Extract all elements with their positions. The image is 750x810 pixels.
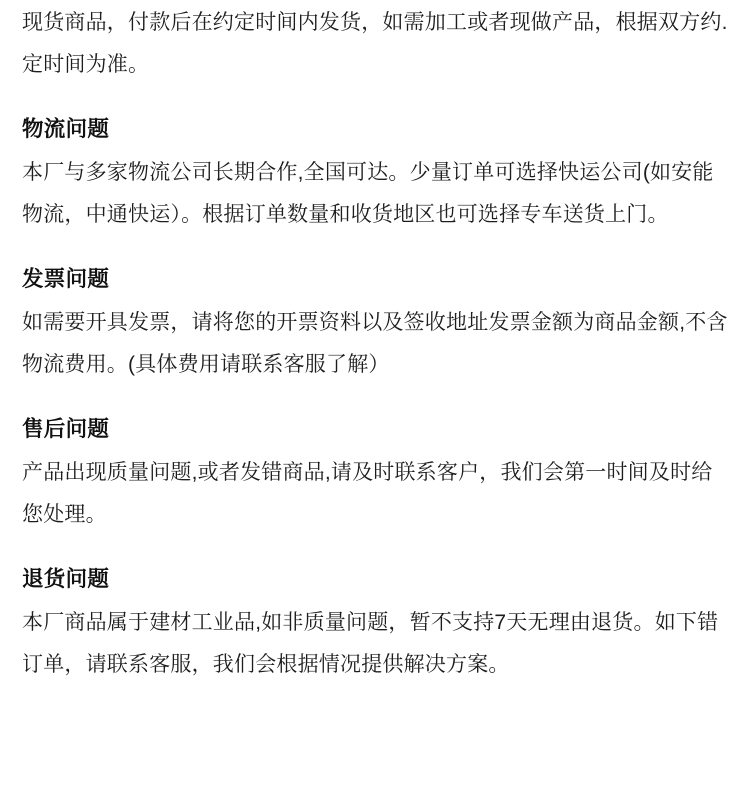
section-invoice <box>22 258 728 386</box>
section-title-returns: 退货问题 <box>22 567 110 591</box>
section-logistics <box>22 108 728 236</box>
section-title-invoice: 发票问题 <box>22 267 110 291</box>
section-body-after-sales: 产品出现质量问题,或者发错商品,请及时联系客户，我们会第一时间及时给您处理。 <box>22 461 713 526</box>
section-body-returns: 本厂商品属于建材工业品,如非质量问题，暂不支持7天无理由退货。如下错订单，请联系客服，我们会根据情况提供解决方案。 <box>22 611 719 676</box>
section-title-logistics: 物流问题 <box>22 117 110 141</box>
intro-paragraph-block <box>22 0 728 86</box>
section-returns <box>22 558 728 686</box>
section-title-after-sales: 售后问题 <box>22 417 110 441</box>
section-after-sales <box>22 408 728 536</box>
intro-paragraph: 现货商品，付款后在约定时间内发货，如需加工或者现做产品，根据双方约.定时间为准。 <box>22 11 728 76</box>
section-body-logistics: 本厂与多家物流公司长期合作,全国可达。少量订单可选择快运公司(如安能物流，中通快运）。根据订单数量和收货地区也可选择专车送货上门。 <box>22 161 714 226</box>
section-body-invoice: 如需要开具发票，请将您的开票资料以及签收地址发票金额为商品金额,不含物流费用。(具体费用请联系客服了解） <box>22 311 728 376</box>
